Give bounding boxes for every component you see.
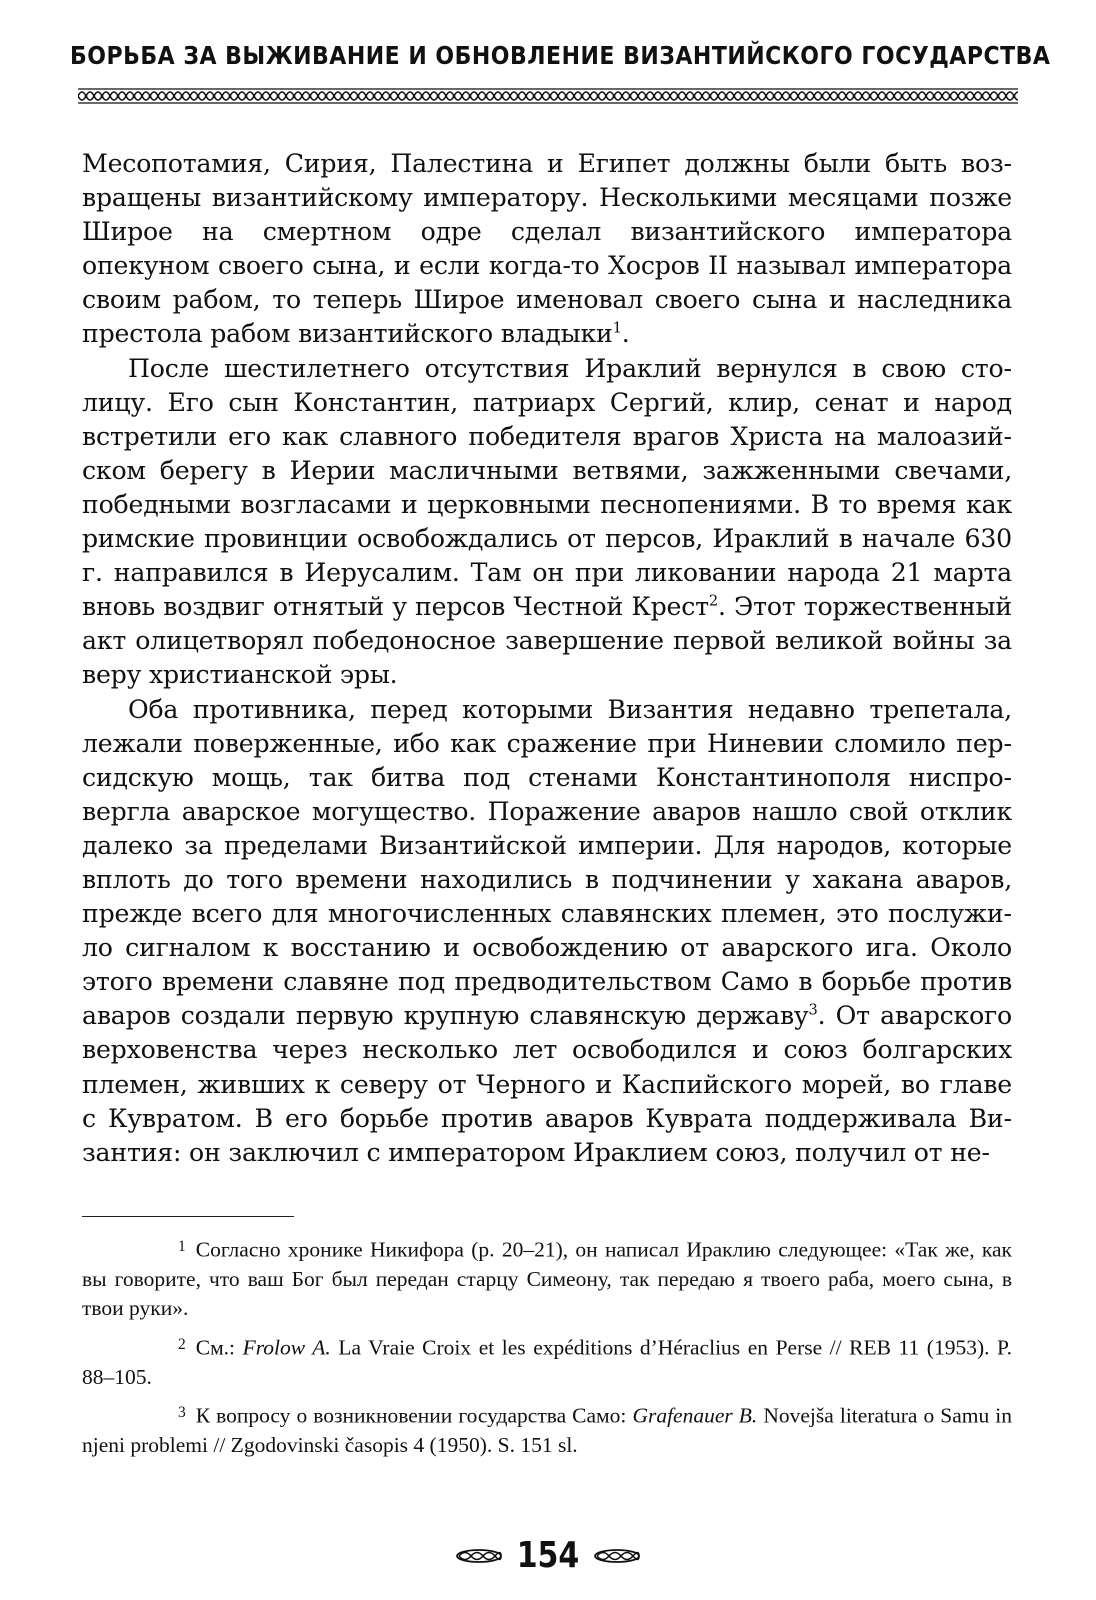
paragraph-2 xyxy=(82,352,1012,693)
footnote-text: La Vraie Croix et les expéditions d’Héraclius en Perse // REB 11 (1953). P. 88–105. xyxy=(82,1335,1012,1389)
footnote-number: 1 xyxy=(178,1238,186,1255)
footnote-rule xyxy=(82,1216,294,1217)
footnote-3 xyxy=(82,1398,1012,1460)
page-footer xyxy=(0,1534,1096,1578)
footnote-prefix: К вопросу о возникновении государства Само: xyxy=(195,1403,633,1428)
running-header: БОРЬБА ЗА ВЫЖИВАНИЕ И ОБНОВЛЕНИЕ ВИЗАНТИЙСКОГО ГОСУДАРСТВА xyxy=(70,42,1051,71)
right-knot-ornament-icon xyxy=(593,1548,641,1564)
footnote-prefix: См.: xyxy=(195,1335,243,1360)
left-knot-ornament-icon xyxy=(455,1548,503,1564)
footnote-number: 3 xyxy=(178,1404,186,1422)
paragraph-2-text: После шестилетнего отсутствия Ираклий вернулся в свою столицу. Его сын Константин, патриарх Сергий, клир, сенат и народ встретили его как славного победителя врагов Христа на малоазийском берегу в Иерии масличными ветвями, зажженными свечами, победными возгласами и церковными песнопениями. В то время как римские провинции освобождались от персов, Ираклий в начале 630 г. направился в Иерусалим. Там он при ликовании народа 21 марта вновь воздвиг отнятый у персов Честной Крест xyxy=(82,353,1012,622)
footnote-author: Frolow A. xyxy=(242,1335,331,1360)
paragraph-3-text: Оба противника, перед которыми Византия недавно трепетала, лежали поверженные, ибо как сражение при Ниневии сломило персидскую мощь, так битва под стенами Константинополя ниспровергла аварское могущество. Поражение аваров нашло свой отклик далеко за пределами Византийской империи. Для народов, которые вплоть до того времени находились в подчинении у хакана аваров, прежде всего для многочисленных славянских племен, это послужило сигналом к восстанию и освобождению от аварского ига. Около этого времени славяне под предводительством Само в борьбе против аваров создали первую крупную славянскую державу xyxy=(82,694,1012,1031)
footnote-ref-1[interactable]: 1 xyxy=(612,320,622,338)
paragraph-1-end: . xyxy=(621,319,630,349)
paragraph-1-text: Месопотамия, Сирия, Палестина и Египет должны были быть возвращены византийскому императору. Несколькими месяцами позже Широе на смертном одре сделал византийского императора опекуном своего сына, и если когда-то Хосров II называл императора своим рабом, то теперь Широе именовал своего сына и наследника престола рабом византийского владыки xyxy=(82,149,1012,349)
paragraph-3-end: . От аварского верховенства через несколько лет освободился и союз болгарских племен, живших к северу от Черного и Каспийского морей, во главе с Кувратом. В его борьбе против аваров Куврата поддерживала Византия: он заключил с императором Ираклием союз, получил от не- xyxy=(82,1001,1012,1167)
paragraph-1 xyxy=(82,147,1012,352)
footnote-author: Grafenauer B. xyxy=(632,1403,758,1428)
paragraph-3 xyxy=(82,693,1012,1170)
footnote-1 xyxy=(82,1232,1012,1324)
body-text xyxy=(82,147,1012,1170)
footnote-number: 2 xyxy=(178,1335,186,1353)
footnote-text: Согласно хронике Никифора (p. 20–21), он написал Ираклию следующее: «Так же, как вы говорите, что ваш Бог был передан старцу Симеону, так передаю я твоего раба, моего сына, в твои руки». xyxy=(82,1237,1012,1321)
footnote-2 xyxy=(82,1330,1012,1392)
paragraph-2-end: . Этот торжественный акт олицетворял победоносное завершение первой великой войны за веру христианской эры. xyxy=(82,592,1012,690)
footnote-ref-3[interactable]: 3 xyxy=(808,1001,818,1019)
footnote-ref-2[interactable]: 2 xyxy=(708,592,718,610)
footnotes xyxy=(82,1232,1012,1467)
footnote-text: Novejša literatura o Samu in njeni problemi // Zgodovinski časopis 4 (1950). S. 151 sl. xyxy=(82,1403,1012,1458)
page-number: 154 xyxy=(516,1534,580,1577)
ornamental-band xyxy=(78,88,1018,104)
